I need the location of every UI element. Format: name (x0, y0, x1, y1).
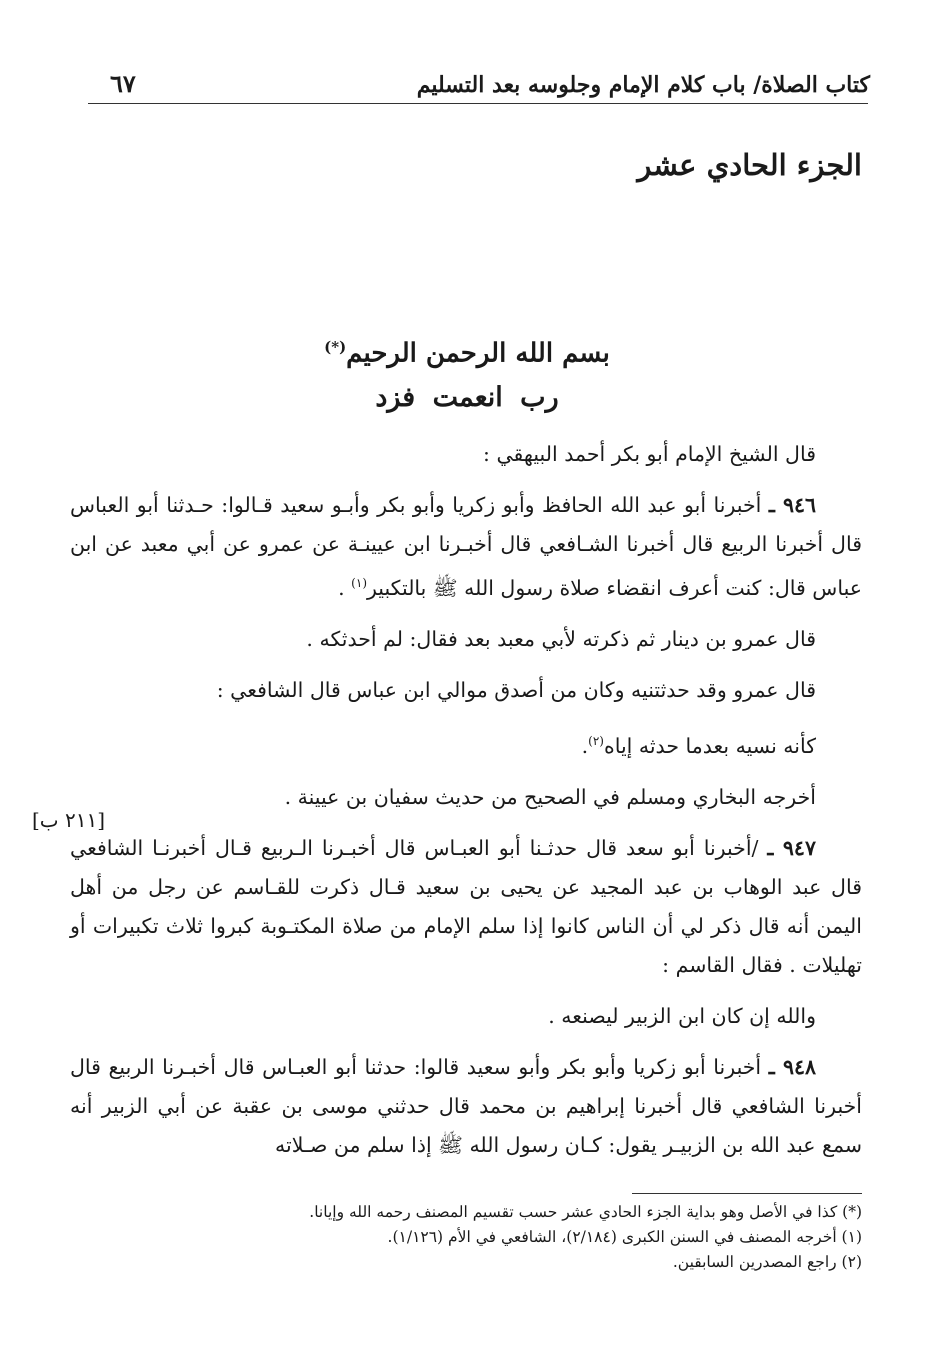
hadith-paragraph (70, 829, 862, 985)
basmala (0, 338, 934, 369)
paragraph (70, 778, 862, 817)
paragraph-text: قال الشيخ الإمام أبو بكر أحمد البيهقي : (483, 442, 816, 466)
hadith-paragraph (70, 486, 862, 608)
hadith-number: ٩٤٨ ـ (768, 1054, 816, 1079)
paragraph (70, 671, 862, 710)
body-text (70, 435, 862, 1177)
paragraph (70, 997, 862, 1036)
part-title: الجزء الحادي عشر (637, 148, 862, 182)
paragraph (70, 435, 862, 474)
header-rule (88, 103, 868, 104)
paragraph-tail: . (338, 575, 352, 600)
page-header (110, 62, 870, 98)
footnote-marker: (٢) (588, 733, 604, 748)
dua-line: رب انعمت فزد (375, 382, 559, 413)
footnote: (٢) راجع المصدرين السابقين. (672, 1253, 862, 1271)
paragraph-text: أخبرنا أبو زكريا وأبو بكر وأبو سعيد قالوا: حدثنا أبو العبـاس قال أخبـرنا الربيع قال أخبرنا الشافعي قال أخبرنا إبراهيم بن محمد قال حدثني موسى بن عقبة عن أبي الزبير أنه سمع عبد الله بن الزبيـر يقول: كـان رسول الله ﷺ إذا سلم من صـلاته (70, 1054, 862, 1157)
paragraph (70, 620, 862, 659)
paragraph-text: والله إن كان ابن الزبير ليصنعه . (548, 1003, 816, 1028)
basmala-footnote-marker: (*) (324, 338, 347, 356)
hadith-paragraph (70, 1048, 862, 1165)
footnotes (70, 1200, 862, 1275)
paragraph-text: أخرجه البخاري ومسلم في الصحيح من حديث سفيان بن عيينة . (284, 784, 816, 809)
hadith-number: ٩٤٧ ـ (767, 835, 816, 860)
footnote: (١) أخرجه المصنف في السنن الكبرى (٢/١٨٤)، الشافعي في الأم (١/١٢٦). (387, 1228, 862, 1246)
basmala-text: بسم الله الرحمن الرحيم (346, 338, 610, 369)
footnote: (*) كذا في الأصل وهو بداية الجزء الحادي عشر حسب تقسيم المصنف رحمه الله وإيانا. (309, 1203, 862, 1221)
margin-folio-reference: [٢١١ ب] (32, 808, 106, 832)
paragraph-text: كأنه نسيه بعدما حدثه إياه (603, 733, 816, 758)
footnote-marker: (١) (351, 576, 367, 590)
paragraph-text: أخبرنا أبو عبد الله الحافظ وأبو زكريا وأبو بكر وأبـو سعيد قـالوا: حـدثنا أبو العباس قال أخبرنا الربيع قال أخبرنا الشـافعي قال أخبـرنا ابن عيينـة عن عمرو عن أبي معبد عن ابن عباس قال: كنت أعرف انقضاء صلاة رسول الله ﷺ بالتكبير (70, 493, 862, 600)
paragraph-text: قال عمرو بن دينار ثم ذكرته لأبي معبد بعد فقال: لم أحدثكه . (306, 626, 816, 651)
paragraph-text: قال عمرو وقد حدثتنيه وكان من أصدق موالي ابن عباس قال الشافعي : (216, 677, 816, 702)
paragraph-tail: . (581, 733, 589, 758)
paragraph-text: /أخبرنا أبو سعد قال حدثـنا أبو العبـاس قال أخبـرنا الـربيع قـال أخبرنـا الشافعي قال عبد الوهاب بن عبد المجيد عن يحيى بن سعيد قـال ذكرت للقـاسم عن رجل من أهل اليمن أنه قال ذكر لي أن الناس كانوا إذا سلم الإمام من صلاة المكتـوبة كبروا ثلاث تكبيرات أو تهليلات . فقال القاسم : (70, 835, 862, 977)
hadith-number: ٩٤٦ ـ (768, 493, 816, 517)
paragraph (70, 722, 862, 766)
footnote-rule (632, 1193, 862, 1194)
page-number: ٦٧ (110, 69, 136, 98)
running-title: كتاب الصلاة/ باب كلام الإمام وجلوسه بعد التسليم (416, 72, 870, 98)
